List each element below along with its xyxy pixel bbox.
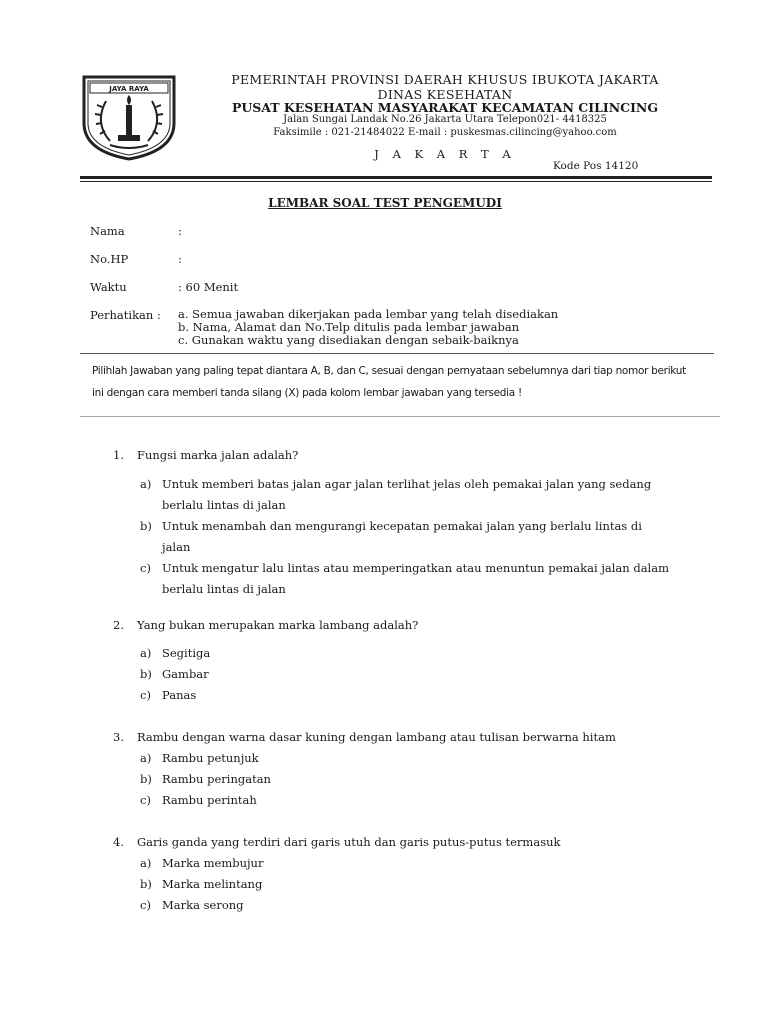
question-3-option-b-line1: Rambu peringatan bbox=[162, 772, 271, 786]
question-1-option-a-line2: berlalu lintas di jalan bbox=[162, 498, 286, 512]
question-1-option-b-label: b) bbox=[140, 519, 152, 533]
question-3-number: 3. bbox=[113, 730, 124, 744]
letterhead-department-line: DINAS KESEHATAN bbox=[377, 87, 513, 102]
question-2-option-b-line1: Gambar bbox=[162, 667, 209, 681]
letterhead-fax-email: Faksimile : 021-21484022 E-mail : puskesmas.cilincing@yahoo.com bbox=[273, 127, 617, 138]
jakarta-coat-of-arms-logo bbox=[80, 73, 178, 161]
question-1-option-a-label: a) bbox=[140, 477, 152, 491]
question-4-option-b-line1: Marka melintang bbox=[162, 877, 263, 891]
document-title: LEMBAR SOAL TEST PENGEMUDI bbox=[268, 196, 502, 210]
question-1-option-c-label: c) bbox=[140, 561, 151, 575]
letterhead-government-line: PEMERINTAH PROVINSI DAERAH KHUSUS IBUKOTA JAKARTA bbox=[231, 72, 659, 87]
question-1-option-a-line1: Untuk memberi batas jalan agar jalan terlihat jelas oleh pemakai jalan yang sedang bbox=[162, 477, 652, 491]
question-1-option-c-line1: Untuk mengatur lalu lintas atau memperingatkan atau menuntun pemakai jalan dalam bbox=[162, 561, 669, 575]
waktu-label: Waktu bbox=[90, 280, 127, 294]
perhatian-label: Perhatikan : bbox=[90, 308, 161, 322]
hp-label: No.HP bbox=[90, 252, 129, 266]
question-1-option-c-line2: berlalu lintas di jalan bbox=[162, 582, 286, 596]
question-3-text: Rambu dengan warna dasar kuning dengan lambang atau tulisan berwarna hitam bbox=[137, 730, 616, 744]
question-4-text: Garis ganda yang terdiri dari garis utuh dan garis putus-putus termasuk bbox=[137, 835, 561, 849]
question-4-option-c-label: c) bbox=[140, 898, 151, 912]
question-2-option-b-label: b) bbox=[140, 667, 152, 681]
question-3-option-b-label: b) bbox=[140, 772, 152, 786]
question-1-number: 1. bbox=[113, 448, 124, 462]
waktu-value: : 60 Menit bbox=[178, 280, 239, 294]
question-3-option-a-label: a) bbox=[140, 751, 152, 765]
question-4-option-c-line1: Marka serong bbox=[162, 898, 244, 912]
question-3-option-c-line1: Rambu perintah bbox=[162, 793, 257, 807]
question-4-option-a-line1: Marka membujur bbox=[162, 856, 264, 870]
instruction-text: Pilihlah Jawaban yang paling tepat diantara A, B, dan C, sesuai dengan pernyataan sebelumnya dari tiap nomor berikut ini dengan cara memberi tanda silang (X) pada kolom lembar jawaban yang tersedia ! bbox=[92, 365, 686, 399]
question-4-number: 4. bbox=[113, 835, 124, 849]
question-1-option-b-line2: jalan bbox=[162, 540, 191, 554]
instruction-divider-top bbox=[80, 353, 714, 354]
letterhead-institution-name: PUSAT KESEHATAN MASYARAKAT KECAMATAN CILINCING bbox=[231, 100, 659, 115]
question-1-option-b-line1: Untuk menambah dan mengurangi kecepatan pemakai jalan yang berlalu lintas di bbox=[162, 519, 642, 533]
question-3-option-c-label: c) bbox=[140, 793, 151, 807]
hp-value: : bbox=[178, 252, 182, 266]
question-2-option-a-line1: Segitiga bbox=[162, 646, 211, 660]
question-3-option-a-line1: Rambu petunjuk bbox=[162, 751, 259, 765]
logo-motto: JAYA RAYA bbox=[109, 85, 149, 93]
letterhead-address: Jalan Sungai Landak No.26 Jakarta Utara Telepon021- 4418325 bbox=[283, 114, 607, 125]
question-2-text: Yang bukan merupakan marka lambang adalah? bbox=[137, 618, 419, 632]
instruction-divider-bottom bbox=[80, 416, 720, 417]
question-2-option-c-line1: Panas bbox=[162, 688, 197, 702]
letterhead-divider-thick bbox=[80, 176, 712, 179]
attention-note-a: a. Semua jawaban dikerjakan pada lembar yang telah disediakan bbox=[178, 307, 559, 321]
attention-note-b: b. Nama, Alamat dan No.Telp ditulis pada lembar jawaban bbox=[178, 320, 520, 334]
attention-note-c: c. Gunakan waktu yang disediakan dengan sebaik-baiknya bbox=[178, 333, 519, 347]
letterhead-postal-code: Kode Pos 14120 bbox=[553, 160, 639, 172]
nama-value: : bbox=[178, 224, 182, 238]
question-2-number: 2. bbox=[113, 618, 124, 632]
question-1-text: Fungsi marka jalan adalah? bbox=[137, 448, 299, 462]
letterhead-city: J A K A R T A bbox=[374, 147, 516, 161]
question-2-option-c-label: c) bbox=[140, 688, 151, 702]
question-4-option-a-label: a) bbox=[140, 856, 152, 870]
nama-label: Nama bbox=[90, 224, 125, 238]
question-2-option-a-label: a) bbox=[140, 646, 152, 660]
letterhead-divider-thin bbox=[80, 181, 712, 182]
question-4-option-b-label: b) bbox=[140, 877, 152, 891]
